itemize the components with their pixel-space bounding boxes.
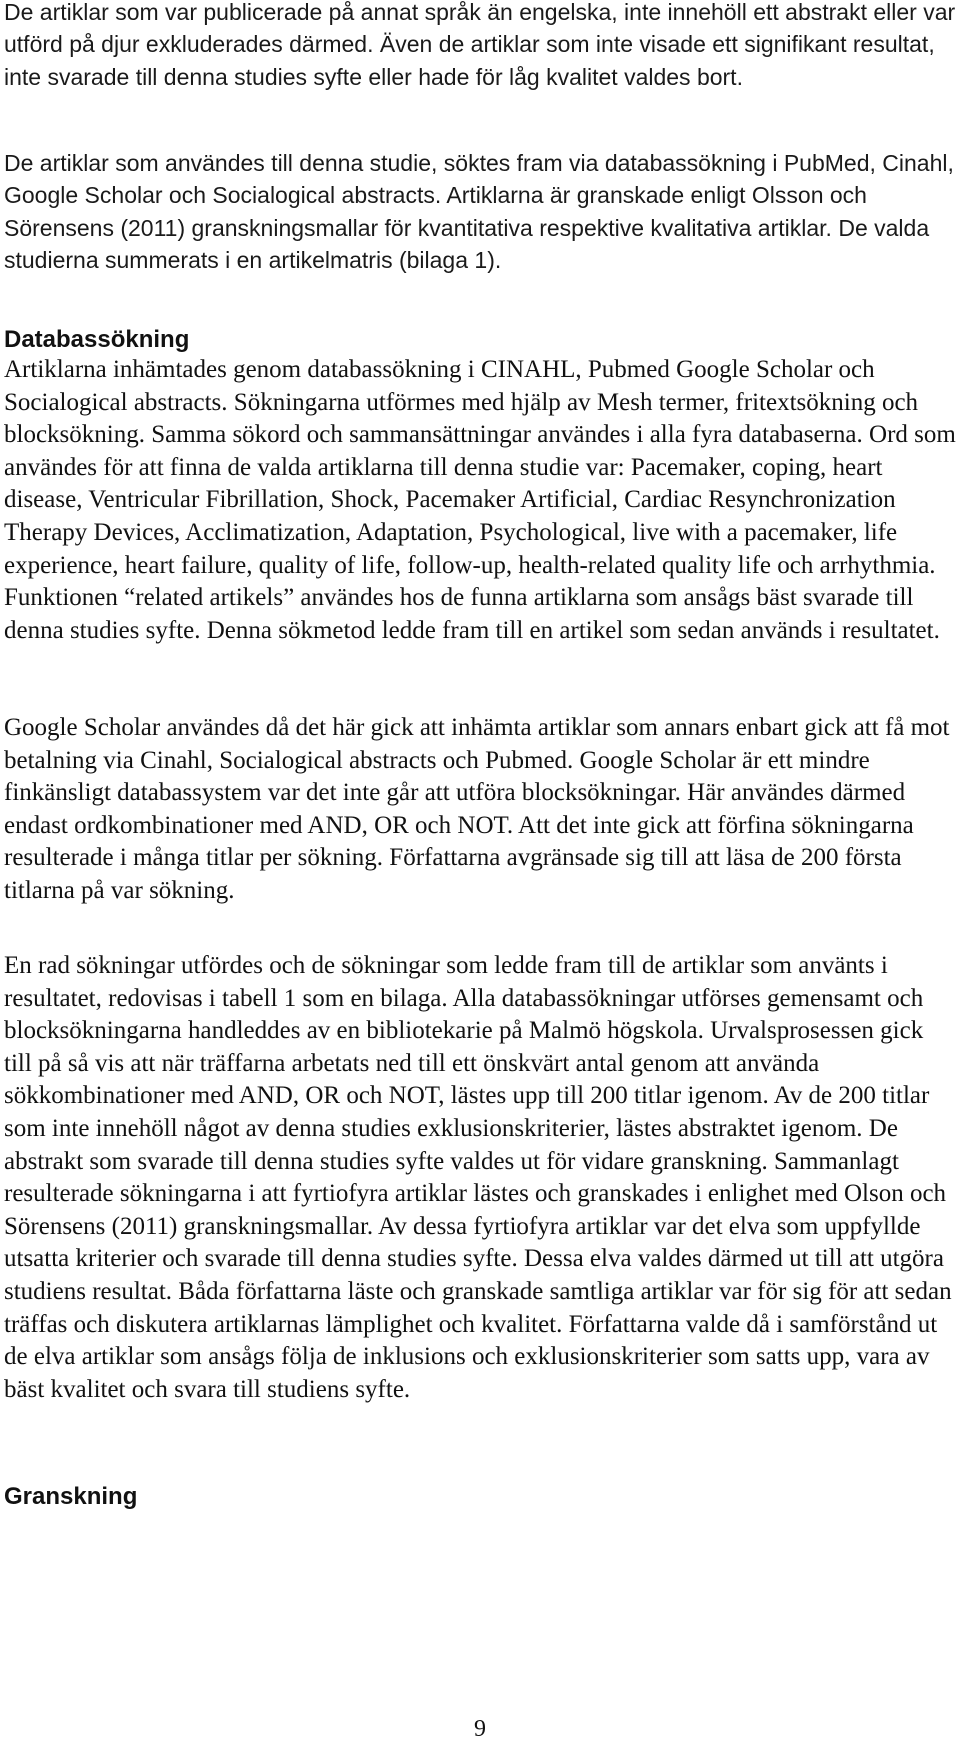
paragraph-database-overview: De artiklar som användes till denna studie, söktes fram via databassökning i PubMed, Cinahl, Google Scholar och Socialogical abstracts. Artiklarna är granskade enligt Olsson och Sörensens (2011) granskningsmallar för kvantitativa respektive kvalitativa artiklar. De valda studierna summerats i en artikelmatris (bilaga 1). — [4, 150, 954, 274]
paragraph-google-scholar: Google Scholar användes då det här gick att inhämta artiklar som annars enbart gick att få mot betalning via Cinahl, Socialogical abstracts och Pubmed. Google Scholar är ett mindre finkänsligt databassystem var det inte går att utföra blocksökningar. Här användes därmed endast ordkombinationer med AND, OR och NOT. Att det inte gick att förfina sökningarna resulterade i många titlar per sökning. Författarna avgränsade sig till att läsa de 200 första titlarna på var sökning. — [4, 714, 950, 904]
paragraph-exclusion-criteria: De artiklar som var publicerade på annat språk än engelska, inte innehöll ett abstrakt eller var utförd på djur exkluderades därmed. Även de artiklar som inte visade ett signifikant resultat, inte svarade till denna studies syfte eller hade för låg kvalitet valdes bort. — [4, 0, 956, 90]
page-number: 9 — [474, 1716, 486, 1742]
heading-databassokning: Databassökning — [4, 326, 190, 353]
heading-granskning: Granskning — [4, 1483, 138, 1510]
paragraph-selection-process: En rad sökningar utfördes och de sökningar som ledde fram till de artiklar som använts i resultatet, redovisas i tabell 1 som en bilaga. Alla databassökningar utförses gemensamt och blocksökningarna handleddes av en bibliotekarie på Malmö högskola. Urvalsprosessen gick till på så vis att när träffarna arbetats ned till ett önskvärt antal genom att använda sökkombinationer med AND, OR och NOT, lästes upp till 200 titlar igenom. Av de 200 titlar som inte innehöll något av denna studies exklusionskriterier, lästes abstraktet igenom. De abstrakt som svarade till denna studies syfte valdes ut för vidare granskning. Sammanlagt resulterade sökningarna i att fyrtiofyra artiklar lästes och granskades i enlighet med Olson och Sörensens (2011) granskningsmallar. Av dessa fyrtiofyra artiklar var det elva som uppfyllde utsatta kriterier och svarade till denna studies syfte. Dessa elva valdes därmed ut till att utgöra studiens resultat. Båda författarna läste och granskade samtliga artiklar var för sig för att sedan träffas och diskutera artiklarnas lämplighet och kvalitet. Författarna valde då i samförstånd ut de elva artiklar som ansågs följa de inklusions och exklusionskriterier som satts upp, vara av bäst kvalitet och svara till studiens syfte. — [4, 952, 952, 1403]
paragraph-search-terms: Artiklarna inhämtades genom databassökning i CINAHL, Pubmed Google Scholar och Socialogical abstracts. Sökningarna utförmes med hjälp av Mesh termer, fritextsökning och blocksökning. Samma sökord och sammansättningar användes i alla fyra databaserna. Ord som användes för att finna de valda artiklarna till denna studie var: Pacemaker, coping, heart disease, Ventricular Fibrillation, Shock, Pacemaker Artificial, Cardiac Resynchronization Therapy Devices, Acclimatization, Adaptation, Psychological, live with a pacemaker, life experience, heart failure, quality of life, follow-up, health-related quality life och arrhythmia. Funktionen “related artikels” användes hos de funna artiklarna som ansågs bäst svarade till denna studies syfte. Denna sökmetod ledde fram till en artikel som sedan används i resultatet. — [4, 356, 956, 644]
